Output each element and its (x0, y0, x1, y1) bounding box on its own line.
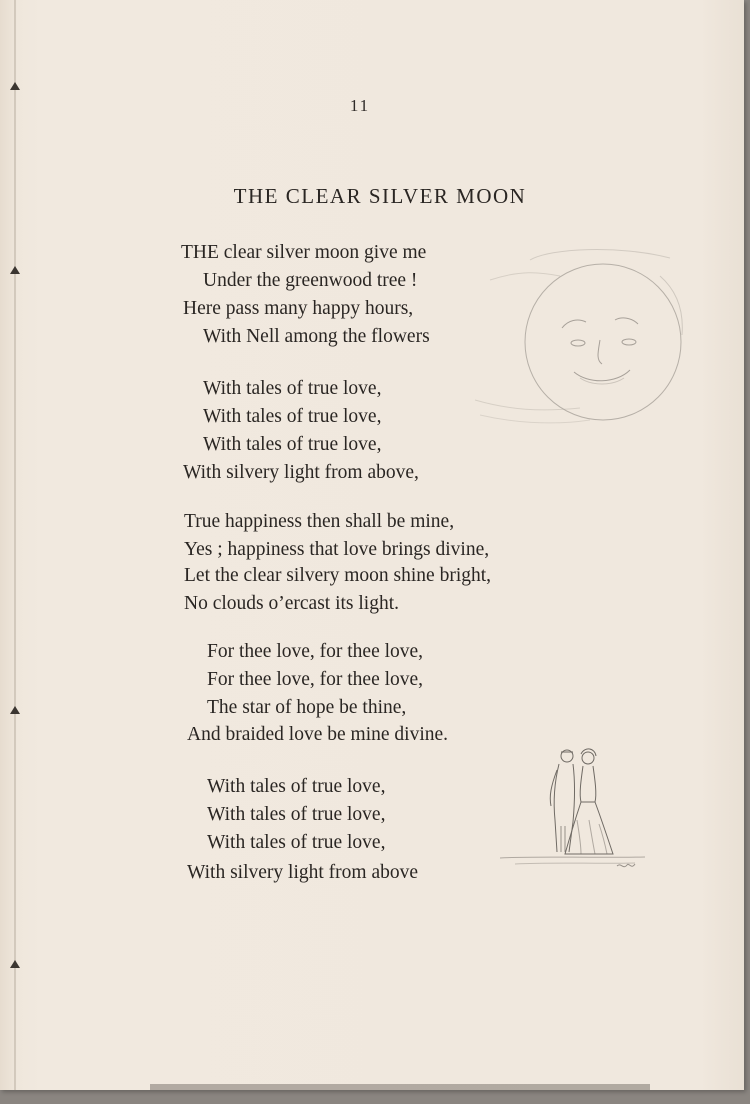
poem-line: True happiness then shall be mine, (184, 511, 455, 532)
poem-line: Yes ; happiness that love brings divine, (184, 539, 490, 560)
page-edge-shadow (150, 1084, 650, 1090)
poem-line: And braided love be mine divine. (187, 724, 449, 745)
couple-sketch (495, 740, 655, 880)
poem-line: With silvery light from above, (183, 462, 419, 483)
poem-line: With tales of true love, (203, 434, 382, 455)
poem-title: THE CLEAR SILVER MOON (233, 184, 527, 208)
poem-line: Under the greenwood tree ! (203, 270, 418, 291)
poem-line: With tales of true love, (207, 832, 386, 853)
poem-line: Here pass many happy hours, (183, 298, 414, 319)
stitch-mark (10, 706, 20, 714)
poem-line: For thee love, for thee love, (207, 669, 424, 690)
moon-face-sketch (470, 240, 700, 440)
stitch-mark (10, 960, 20, 968)
poem-line: With silvery light from above (187, 862, 419, 883)
poem-line: The star of hope be thine, (207, 697, 407, 718)
poem-line: For thee love, for thee love, (207, 641, 424, 662)
poem-line: With tales of true love, (203, 406, 382, 427)
poem-line: THE clear silver moon give me (181, 242, 427, 263)
poem-line: With tales of true love, (207, 804, 386, 825)
binding-edge (14, 0, 16, 1090)
poem-line: No clouds o’ercast its light. (184, 593, 400, 614)
poem-line: With Nell among the flowers (203, 326, 430, 347)
poem-line: With tales of true love, (203, 378, 382, 399)
page-number: 11 (349, 96, 371, 115)
stitch-mark (10, 82, 20, 90)
stitch-mark (10, 266, 20, 274)
poem-line: With tales of true love, (207, 776, 386, 797)
poem-line: Let the clear silvery moon shine bright, (184, 565, 492, 586)
